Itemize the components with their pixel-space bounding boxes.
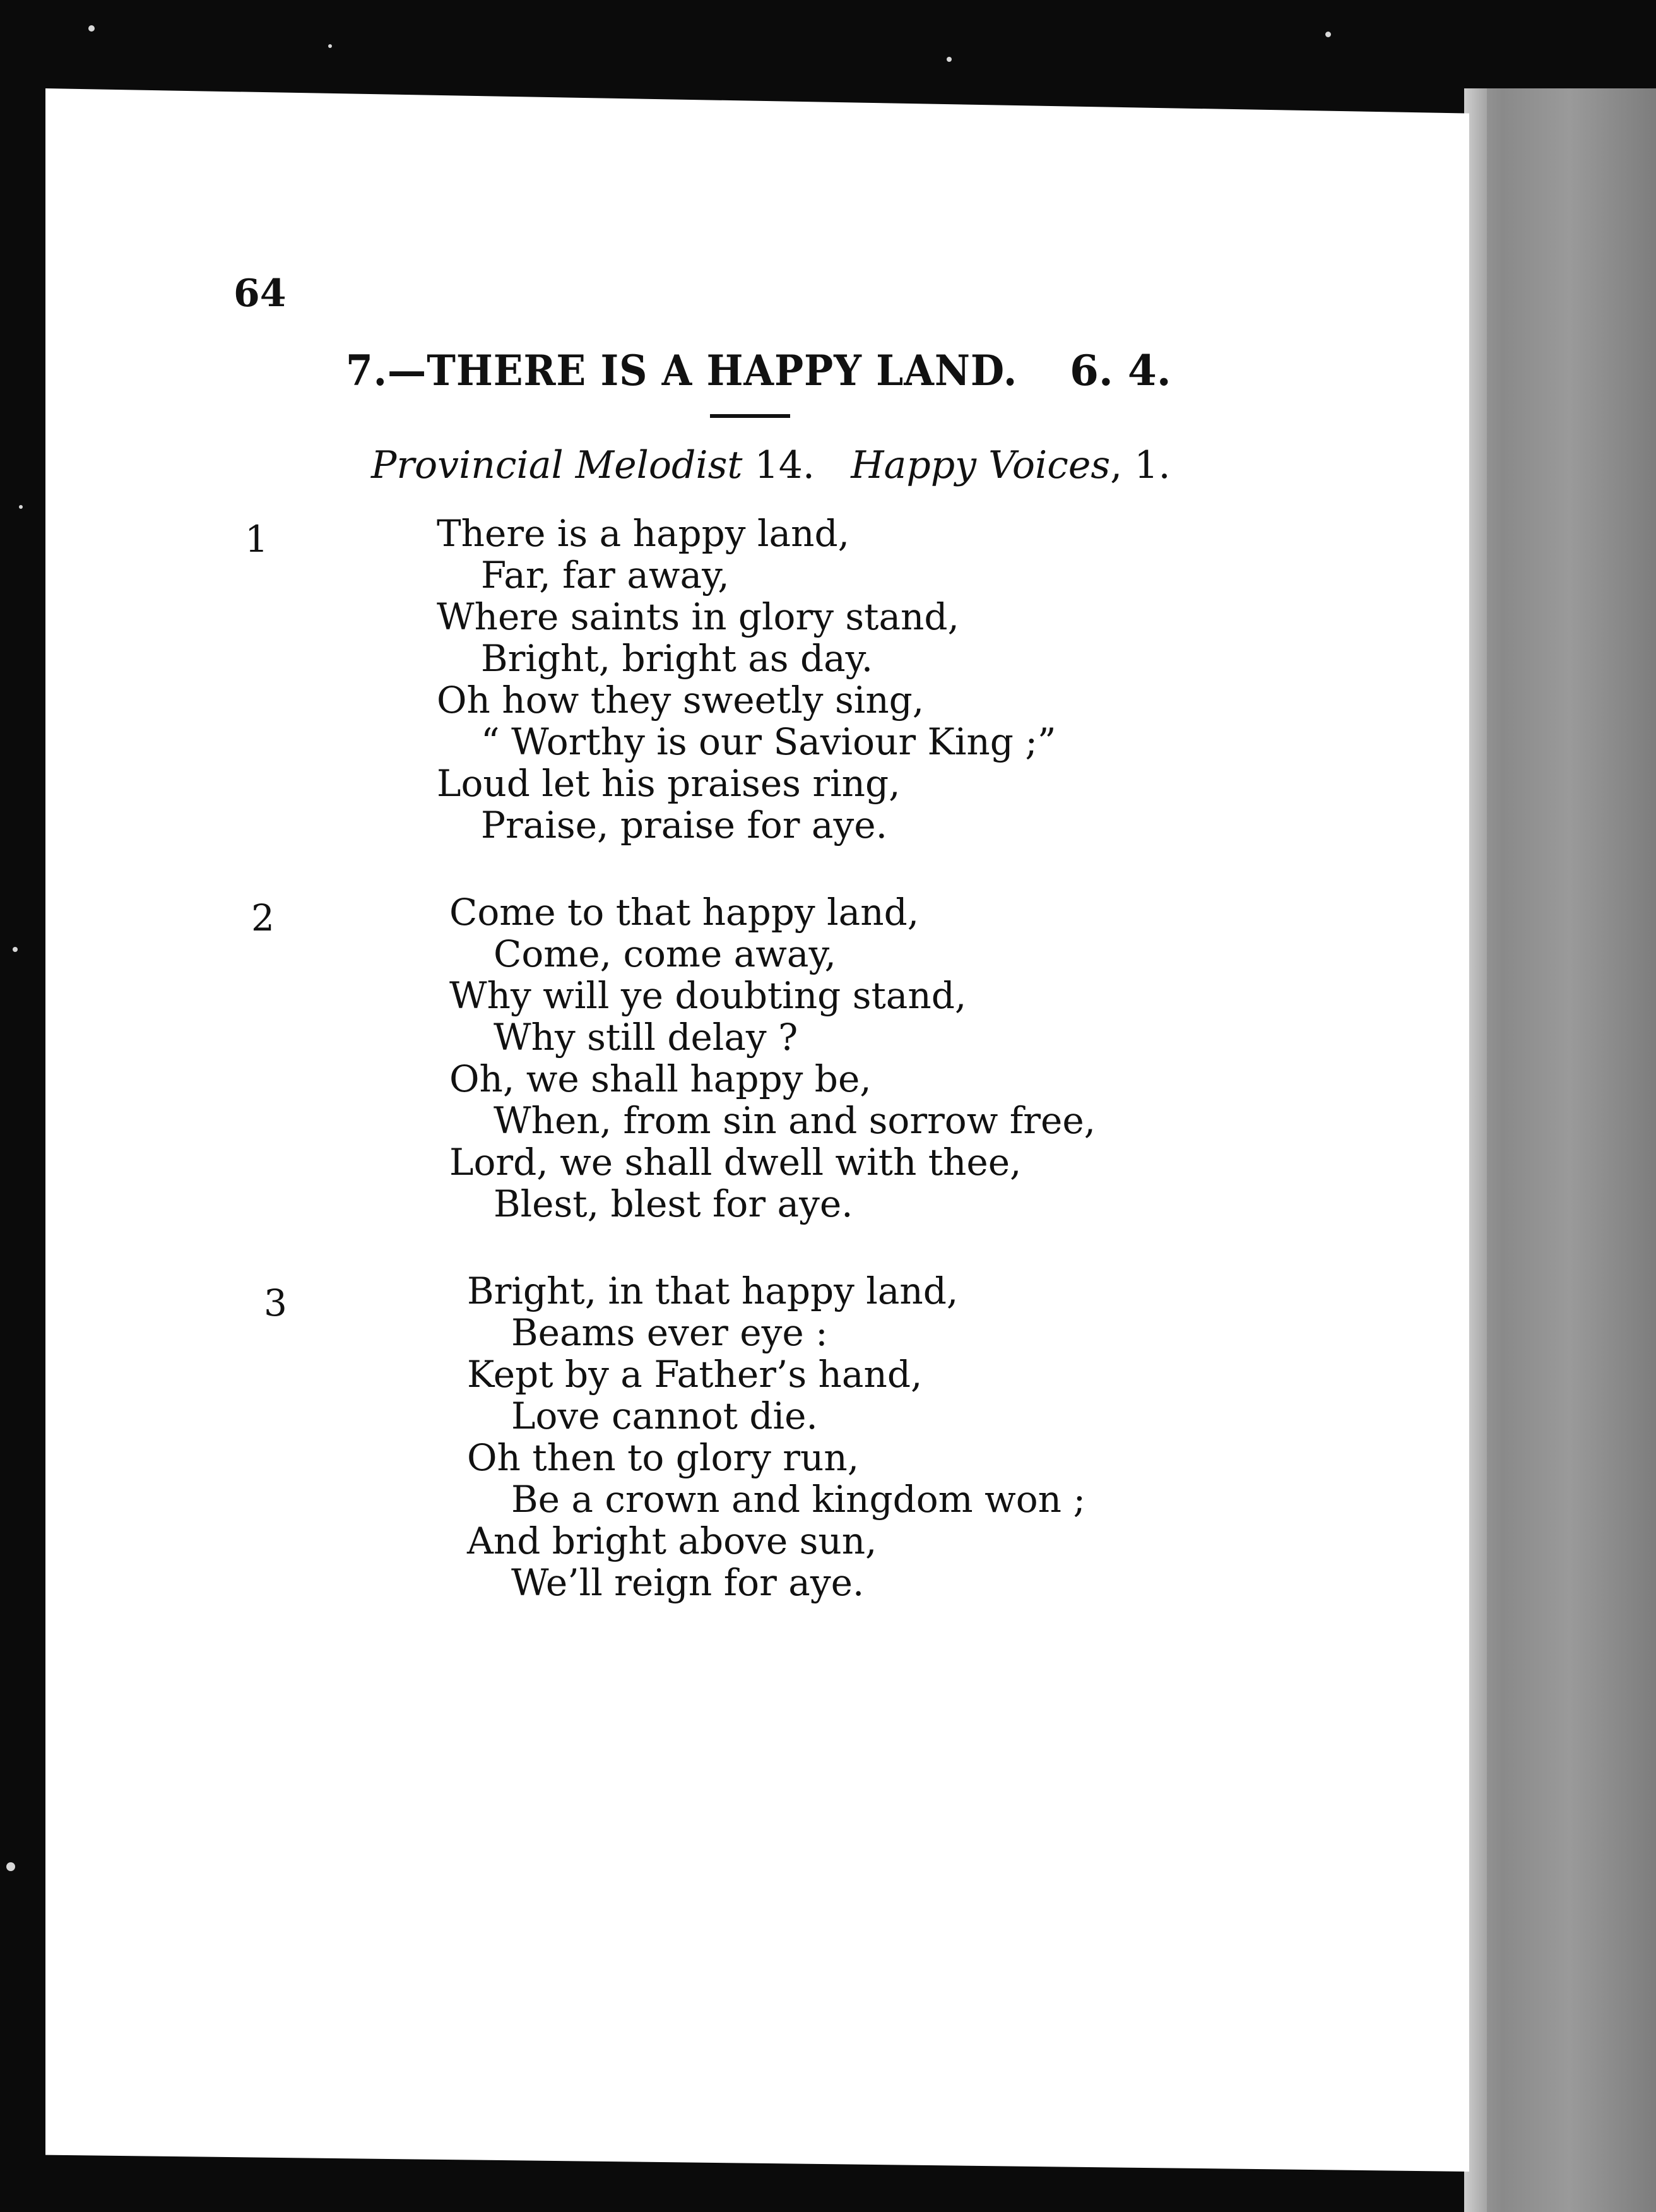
verse-line: Loud let his praises ring,: [437, 762, 901, 805]
stanza-number: 3: [264, 1281, 287, 1324]
verse-line: Love cannot die.: [511, 1394, 818, 1437]
tune-source-number: 14.: [742, 443, 815, 487]
verse-line: Come, come away,: [494, 932, 836, 975]
verse-line: Why still delay ?: [494, 1016, 798, 1059]
verse-line: Lord, we shall dwell with thee,: [449, 1141, 1022, 1184]
verse-line: Come to that happy land,: [449, 891, 920, 934]
verse-line: Blest, blest for aye.: [494, 1182, 853, 1225]
scan-speck: [328, 44, 332, 48]
stanza-number: 2: [251, 896, 275, 939]
hymn-meter: 6. 4.: [1070, 346, 1171, 395]
verse-line: Oh then to glory run,: [467, 1436, 860, 1479]
scan-speck: [947, 57, 952, 62]
title-rule: [710, 414, 790, 418]
verse-line: Bright, bright as day.: [481, 637, 873, 680]
verse-line: Why will ye doubting stand,: [449, 974, 967, 1017]
tune-source-number: , 1.: [1110, 443, 1171, 487]
verse-line: We’ll reign for aye.: [511, 1561, 865, 1604]
stanza-number: 1: [245, 518, 268, 561]
page-number: 64: [234, 271, 287, 316]
stanza: [467, 1270, 1085, 1603]
verse-line: Beams ever eye :: [511, 1311, 828, 1354]
stanza: [449, 891, 1096, 1225]
verse-line: Be a crown and kingdom won ;: [511, 1478, 1086, 1521]
book-spine-edge: [1464, 88, 1656, 2212]
verse-line: Where saints in glory stand,: [437, 595, 959, 638]
verse-line: And bright above sun,: [467, 1519, 877, 1562]
tune-source-name: Provincial Melodist: [371, 443, 743, 487]
verse-line: Bright, in that happy land,: [467, 1270, 959, 1312]
scan-speck: [13, 947, 18, 952]
stanza: [437, 513, 1056, 846]
verse-line: Kept by a Father’s hand,: [467, 1353, 923, 1396]
verse-line: “ Worthy is our Saviour King ;”: [481, 720, 1056, 763]
scan-speck: [1325, 32, 1331, 37]
tune-source-name: Happy Voices: [851, 443, 1111, 487]
verse-line: Oh how they sweetly sing,: [437, 679, 925, 722]
scan-speck: [88, 25, 95, 32]
verse-line: There is a happy land,: [437, 512, 850, 555]
verse-line: Oh, we shall happy be,: [449, 1057, 872, 1100]
scan-speck: [19, 505, 23, 509]
hymn-title: 7.—THERE IS A HAPPY LAND.: [346, 346, 1018, 395]
verse-line: Praise, praise for aye.: [481, 804, 888, 847]
verse-line: Far, far away,: [481, 554, 730, 597]
tune-sources: [371, 443, 1171, 487]
verse-line: When, from sin and sorrow free,: [494, 1099, 1096, 1142]
scan-speck: [6, 1862, 15, 1871]
